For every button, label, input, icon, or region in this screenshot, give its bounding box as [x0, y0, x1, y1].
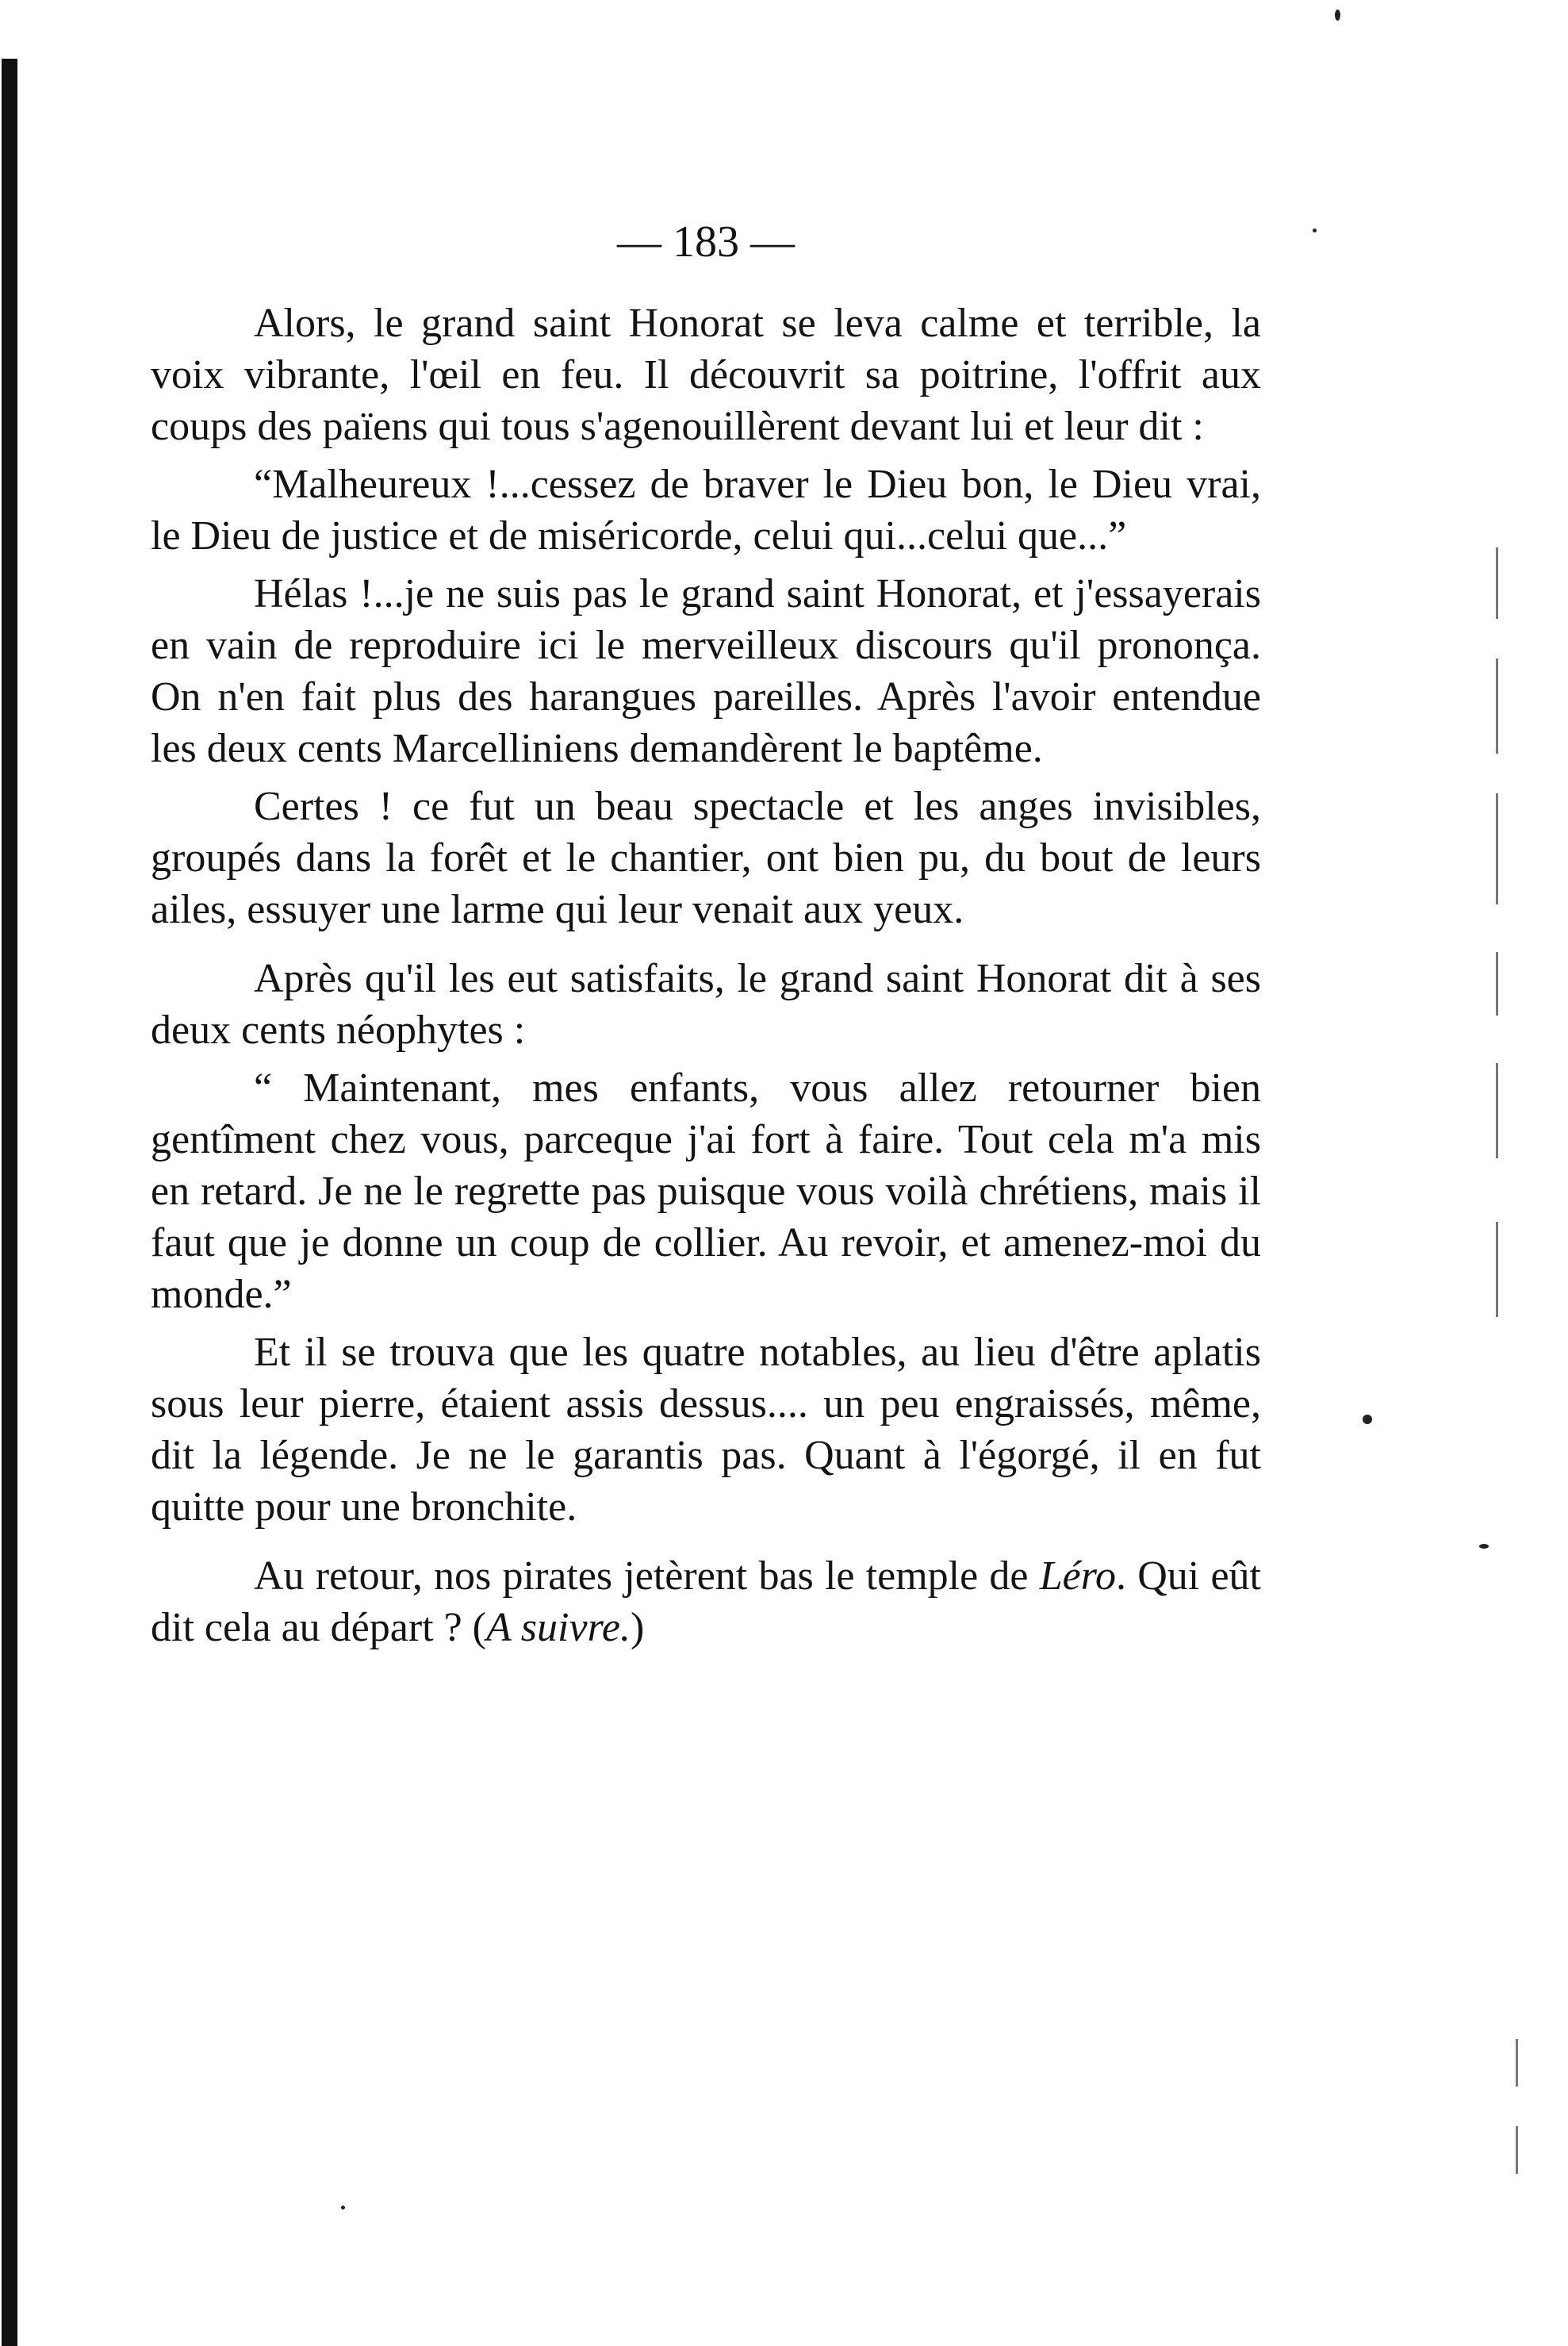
- scan-speck: [1479, 1544, 1489, 1549]
- paragraph: “Malheureux !...cessez de braver le Dieu bon, le Dieu vrai, le Dieu de justice et de miséricorde, celui qui...celui que...”: [151, 462, 1261, 559]
- scan-margin-mark: [1496, 793, 1498, 904]
- scan-margin-mark: [1516, 2126, 1518, 2174]
- scan-margin-mark: [1496, 1063, 1498, 1158]
- page-edge-shadow: [2, 59, 17, 2346]
- scan-speck: [341, 2206, 345, 2210]
- scan-margin-mark: [1496, 1222, 1498, 1317]
- paragraph: Hélas !...je ne suis pas le grand saint Honorat, et j'essayerais en vain de reproduire ici le merveilleux discours qu'il prononça. On n'en fait plus des harangues pareilles. Après l'avoir entendue les deux cents Marcelliniens demandèrent le baptême.: [151, 571, 1261, 771]
- place-name-lero: Léro: [1039, 1553, 1117, 1599]
- paragraph: Certes ! ce fut un beau spectacle et les anges invisibles, groupés dans la forêt et le chantier, ont bien pu, du bout de leurs ailes, essuyer une larme qui leur venait aux yeux.: [151, 784, 1261, 932]
- scan-margin-mark: [1516, 2039, 1518, 2087]
- page-body: [151, 210, 1261, 1653]
- scan-margin-mark: [1496, 658, 1498, 754]
- scan-speck: [1313, 228, 1317, 232]
- page-number: — 183 —: [617, 217, 795, 267]
- paragraph: Après qu'il les eut satisfaits, le grand saint Honorat dit à ses deux cents néophytes :: [151, 956, 1261, 1053]
- scan-speck: [1363, 1415, 1372, 1424]
- to-be-continued: A suivre.: [485, 1605, 631, 1650]
- final-text-start: Au retour, nos pirates jetèrent bas le temple de: [254, 1553, 1040, 1599]
- paragraph-final: [151, 1550, 1261, 1653]
- scan-margin-mark: [1496, 952, 1498, 1016]
- final-text-end: ): [630, 1605, 645, 1650]
- paragraph: Et il se trouva que les quatre notables, au lieu d'être aplatis sous leur pierre, étaient assis dessus.... un peu engraissés, même, dit la légende. Je ne le garantis pas. Quant à l'égorgé, il en fut quitte pour une bronchite.: [151, 1330, 1261, 1530]
- paragraph: Alors, le grand saint Honorat se leva calme et terrible, la voix vibrante, l'œil en feu. Il découvrit sa poitrine, l'offrit aux coups des païens qui tous s'agenouillèrent devant lui et leur dit :: [151, 301, 1261, 449]
- final-text-middle: . Qui eût dit cela au départ ? (: [151, 1553, 1261, 1650]
- scan-margin-mark: [1496, 547, 1498, 619]
- paragraph: “ Maintenant, mes enfants, vous allez retourner bien gentîment chez vous, parceque j'ai fort à faire. Tout cela m'a mis en retard. Je ne le regrette pas puisque vous voilà chrétiens, mais il faut que je donne un coup de collier. Au revoir, et amenez-moi du monde.”: [151, 1065, 1261, 1317]
- scan-speck: [1335, 10, 1340, 21]
